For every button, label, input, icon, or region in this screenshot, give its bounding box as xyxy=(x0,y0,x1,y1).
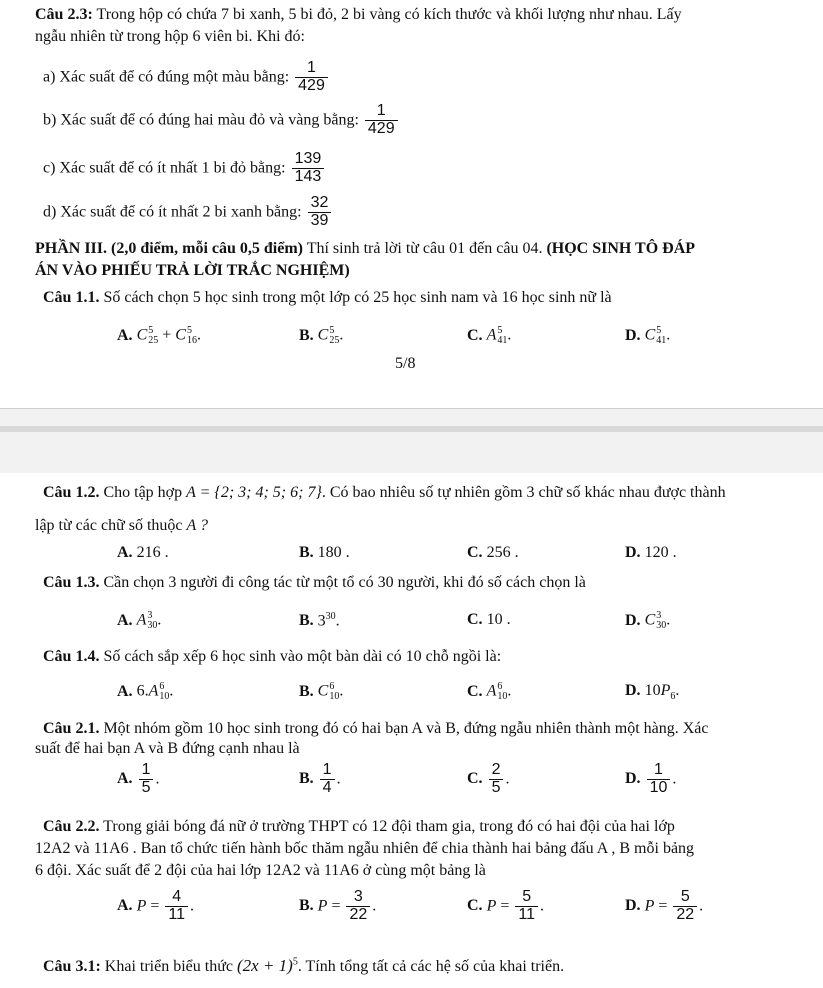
fraction: $\frac{32}{39}$ xyxy=(308,195,332,230)
q23-a: a) Xác suất để có đúng một màu bằng: $\frac{1}{429}$ xyxy=(43,60,330,95)
q21-option-a: A. $\frac{1}{5}$ . xyxy=(117,761,160,796)
q23-c: c) Xác suất để có ít nhất 1 bi đỏ bằng: $\frac{139}{143}$ xyxy=(43,151,326,186)
fraction: $\frac{1}{429}$ xyxy=(365,103,398,138)
q12-line1: Câu 1.2. Cho tập hợp A = {2; 3; 4; 5; 6; 7}. Có bao nhiêu số tự nhiên gồm 3 chữ số khác nhau được thành xyxy=(43,484,726,501)
q14-option-c: C. A 6 10 . xyxy=(467,681,512,702)
q23-title: Câu 2.3: xyxy=(35,6,93,23)
page-divider xyxy=(0,426,823,432)
page-number: 5/8 xyxy=(395,355,416,372)
q22-line3: 6 đội. Xác suất để 2 đội của hai lớp 12A2 và 11A6 ở cùng một bảng là xyxy=(35,862,486,879)
q11-question: Câu 1.1. Số cách chọn 5 học sinh trong một lớp có 25 học sinh nam và 16 học sinh nữ là xyxy=(43,289,612,306)
q12-option-d: D. 120 . xyxy=(625,544,677,561)
q22-line2: 12A2 và 11A6 . Ban tổ chức tiến hành bốc thăm ngẫu nhiên để chia thành hai bảng đấu A , B mỗi bảng xyxy=(35,840,695,857)
page-break xyxy=(0,408,823,473)
fraction: $\frac{139}{143}$ xyxy=(292,151,325,186)
q14-option-a: A. 6.A 6 10 . xyxy=(117,681,174,702)
q23-d: d) Xác suất để có ít nhất 2 bi xanh bằng: $\frac{32}{39}$ xyxy=(43,195,333,230)
q22-option-d: D. P = $\frac{5}{22}$ . xyxy=(625,888,704,923)
q21-option-b: B. $\frac{1}{4}$ . xyxy=(299,761,341,796)
q12-line2: lập từ các chữ số thuộc A ? xyxy=(35,517,208,534)
fraction: $\frac{1}{429}$ xyxy=(295,60,328,95)
part3-heading: PHẦN III. (2,0 điểm, mỗi câu 0,5 điểm) Thí sinh trả lời từ câu 01 đến câu 04. (HỌC SINH TÔ ĐÁP xyxy=(35,240,696,257)
q12-option-a: A. 216 . xyxy=(117,544,169,561)
q13-option-a: A. A 3 30 . xyxy=(117,610,162,631)
q14-option-b: B. C 6 10 . xyxy=(299,681,344,702)
part3-heading-line2: ÁN VÀO PHIẾU TRẢ LỜI TRẮC NGHIỆM) xyxy=(35,262,350,279)
q22-line1: Câu 2.2. Trong giải bóng đá nữ ở trường THPT có 12 đội tham gia, trong đó có hai đội của hai lớp xyxy=(43,818,675,835)
q12-option-c: C. 256 . xyxy=(467,544,519,561)
q11-option-c: C. A 5 41 . xyxy=(467,325,512,346)
q12-option-b: B. 180 . xyxy=(299,544,350,561)
q23-line1: Câu 2.3: Trong hộp có chứa 7 bi xanh, 5 bi đỏ, 2 bi vàng có kích thước và khối lượng như nhau. Lấy xyxy=(35,6,682,23)
q13-option-c: C. 10 . xyxy=(467,611,511,628)
q11-option-d: D. C 5 41 . xyxy=(625,325,671,346)
q22-option-c: C. P = $\frac{5}{11}$ . xyxy=(467,888,544,923)
q14-option-d: D. $10P_6$. xyxy=(625,682,680,703)
q14-question: Câu 1.4. Số cách sắp xếp 6 học sinh vào một bàn dài có 10 chỗ ngồi là: xyxy=(43,648,502,665)
q13-option-b: B. $3^{30}$. xyxy=(299,611,340,630)
q23-line2: ngẫu nhiên từ trong hộp 6 viên bi. Khi đó: xyxy=(35,28,305,45)
q22-option-a: A. P = $\frac{4}{11}$ . xyxy=(117,888,194,923)
q13-question: Câu 1.3. Cần chọn 3 người đi công tác từ một tổ có 30 người, khi đó số cách chọn là xyxy=(43,574,586,591)
q31-question: Câu 3.1: Khai triển biểu thức $(2x + 1)^5$. Tính tổng tất cả các hệ số của khai triển. xyxy=(43,956,565,975)
q22-option-b: B. P = $\frac{3}{22}$ . xyxy=(299,888,377,923)
q21-line1: Câu 2.1. Một nhóm gồm 10 học sinh trong đó có hai bạn A và B, đứng ngẫu nhiên thành một hàng. Xác xyxy=(43,720,709,737)
q21-option-d: D. $\frac{1}{10}$ . xyxy=(625,761,677,796)
q11-option-a: A. C 5 25 + C 5 16 . xyxy=(117,325,201,346)
q11-option-b: B. C 5 25 . xyxy=(299,325,344,346)
q13-option-d: D. C 3 30 . xyxy=(625,610,671,631)
q21-line2: suất để hai bạn A và B đứng cạnh nhau là xyxy=(35,740,300,757)
q23-b: b) Xác suất để có đúng hai màu đỏ và vàng bằng: $\frac{1}{429}$ xyxy=(43,103,400,138)
q21-option-c: C. $\frac{2}{5}$ . xyxy=(467,761,510,796)
